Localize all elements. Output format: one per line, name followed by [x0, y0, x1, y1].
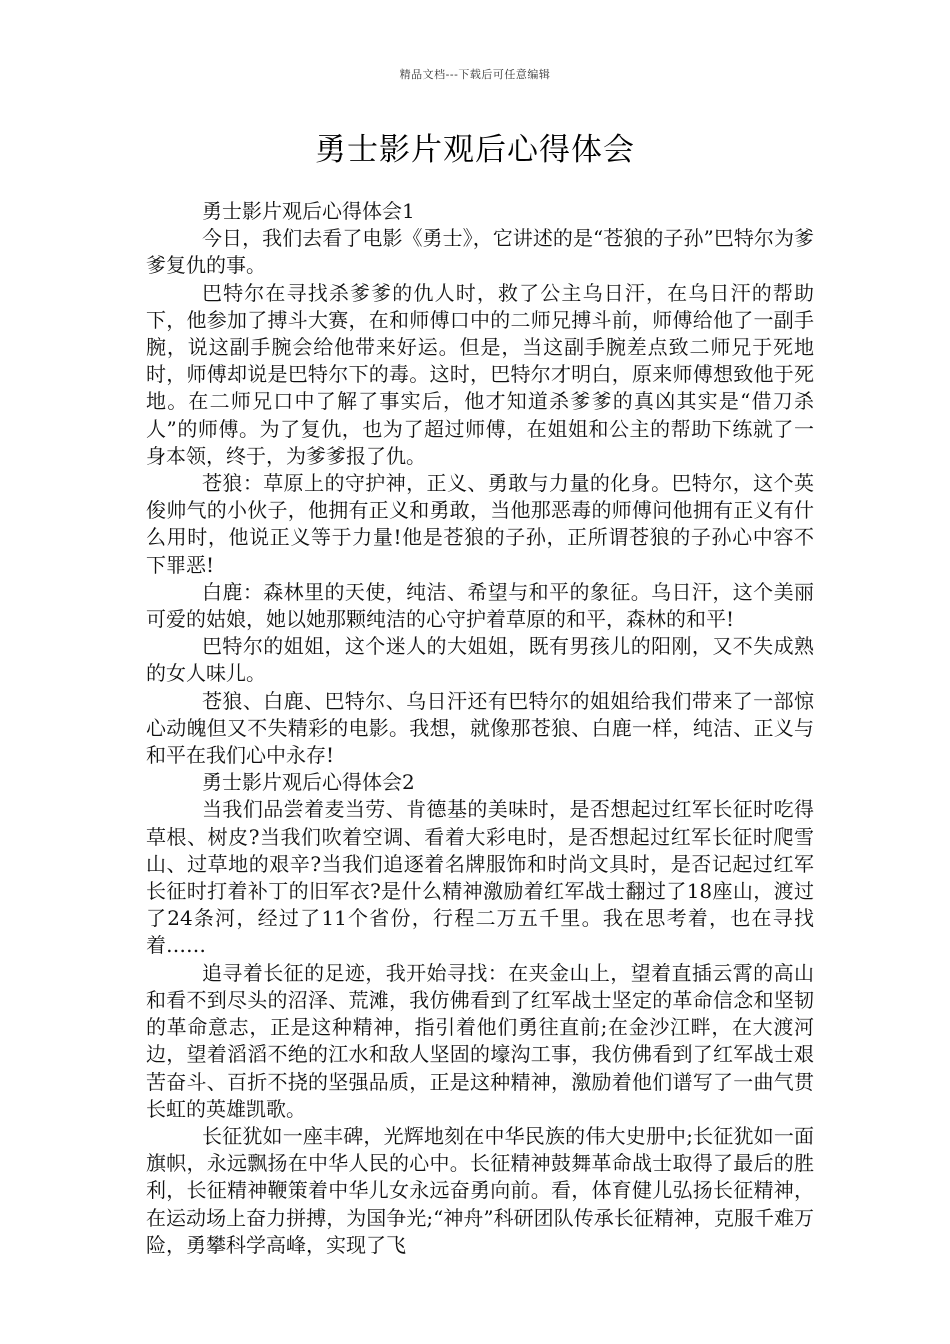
paragraph: 巴特尔在寻找杀爹爹的仇人时，救了公主乌日汗，在乌日汗的帮助下，他参加了搏斗大赛，在和师傅口中的二师兄搏斗前，师傅给他了一副手腕，说这副手腕会给他带来好运。但是，当这副手腕差点致二师兄于死地时，师傅却说是巴特尔下的毒。这时，巴特尔才明白，原来师傅想致他于死地。在二师兄口中了解了事实后，他才知道杀爹爹的真凶其实是“借刀杀人”的师傅。为了复仇，也为了超过师傅，在姐姐和公主的帮助下练就了一身本领，终于，为爹爹报了仇。: [146, 280, 814, 468]
paragraph: 白鹿：森林里的天使，纯洁、希望与和平的象征。乌日汗，这个美丽可爱的姑娘，她以她那颗纯洁的心守护着草原的和平，森林的和平!: [146, 579, 814, 632]
document-title: 勇士影片观后心得体会: [315, 132, 635, 168]
paragraph: 苍狼：草原上的守护神，正义、勇敢与力量的化身。巴特尔，这个英俊帅气的小伙子，他拥有正义和勇敢，当他那恶毒的师傅问他拥有正义有什么用时，他说正义等于力量!他是苍狼的子孙，正所谓苍狼的子孙心中容不下罪恶!: [146, 471, 814, 577]
paragraph: 长征犹如一座丰碑，光辉地刻在中华民族的伟大史册中;长征犹如一面旗帜，永远飘扬在中华人民的心中。长征精神鼓舞革命战士取得了最后的胜利，长征精神鞭策着中华儿女永远奋勇向前。看，体育健儿弘扬长征精神，在运动场上奋力拼搏，为国争光;“神舟”科研团队传承长征精神，克服千难万险，勇攀科学高峰，实现了飞: [146, 1123, 814, 1257]
paragraph: 苍狼、白鹿、巴特尔、乌日汗还有巴特尔的姐姐给我们带来了一部惊心动魄但又不失精彩的电影。我想，就像那苍狼、白鹿一样，纯洁、正义与和平在我们心中永存!: [146, 688, 814, 768]
header-note: 精品文档---下载后可任意编辑: [399, 68, 551, 81]
paragraph: 今日，我们去看了电影《勇士》，它讲述的是“苍狼的子孙”巴特尔为爹爹复仇的事。: [146, 226, 814, 278]
paragraph: 追寻着长征的足迹，我开始寻找：在夹金山上，望着直插云霄的高山和看不到尽头的沼泽、荒滩，我仿佛看到了红军战士坚定的革命信念和坚韧的革命意志，正是这种精神，指引着他们勇往直前;在金沙江畔，在大渡河边，望着滔滔不绝的江水和敌人坚固的壕沟工事，我仿佛看到了红军战士艰苦奋斗、百折不挠的坚强品质，正是这种精神，激励着他们谱写了一曲气贯长虹的英雄凯歌。: [146, 960, 814, 1121]
paragraph-section-heading-1: 勇士影片观后心得体会1: [202, 199, 415, 223]
paragraph-section-heading-2: 勇士影片观后心得体会2: [202, 770, 415, 795]
document-body: [146, 198, 814, 1259]
paragraph: 当我们品尝着麦当劳、肯德基的美味时，是否想起过红军长征时吃得草根、树皮?当我们吹着空调、看着大彩电时，是否想起过红军长征时爬雪山、过草地的艰辛?当我们追逐着名牌服饰和时尚文具时，是否记起过红军长征时打着补丁的旧军衣?是什么精神激励着红军战士翻过了18座山，渡过了24条河，经过了11个省份，行程二万五千里。我在思考着，也在寻找着……: [146, 797, 814, 958]
paragraph: 巴特尔的姐姐，这个迷人的大姐姐，既有男孩儿的阳刚，又不失成熟的女人味儿。: [146, 634, 814, 686]
